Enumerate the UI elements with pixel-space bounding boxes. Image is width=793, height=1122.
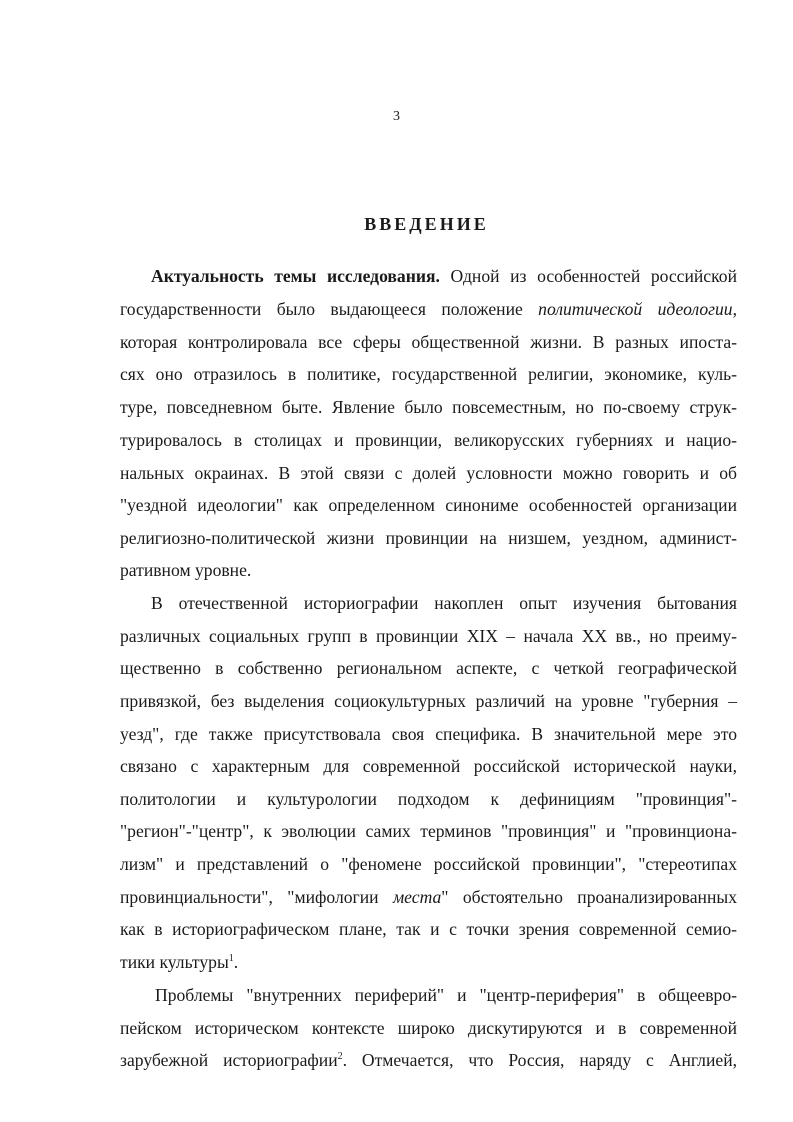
text-span: тики культуры (120, 952, 229, 972)
text-line: связано с характерным для современной российской исторической науки, (120, 756, 737, 776)
text-line: пейском историческом контексте широко дискутируются и в современной (120, 1018, 737, 1038)
text-line: которая контролировала все сферы общественной жизни. В разных ипоста- (120, 332, 737, 352)
text-line: уезд", где также присутствовала своя специфика. В значительной мере это (120, 724, 737, 744)
italic-term: политической идеологии (538, 299, 733, 319)
text-span: . (233, 952, 239, 972)
text-line: религиозно-политической жизни провинции на низшем, уездном, админист- (120, 528, 737, 548)
text-line: ративном уровне. (120, 560, 252, 580)
text-line: турировалось в столицах и провинции, великорусских губерниях и нацио- (120, 430, 737, 450)
text-line: нальных окраинах. В этой связи с долей условности можно говорить и об (120, 463, 737, 483)
text-line: сях оно отразилось в политике, государственной религии, экономике, куль- (120, 364, 737, 384)
text-line: туре, повседневном быте. Явление было повсеместным, но по-своему струк- (120, 397, 737, 417)
text-span: государственности было выдающееся положение (120, 299, 539, 319)
text-line: "уездной идеологии" как определенном синониме особенностей организации (120, 495, 737, 515)
text-line (120, 1048, 737, 1072)
text-span: , (732, 299, 737, 319)
bold-lead: Актуальность темы исследования. (151, 266, 440, 286)
text-span: провинциальности", "мифологии (120, 887, 393, 907)
text-line: различных социальных групп в провинции XIX – начала XX вв., но преиму- (120, 626, 737, 646)
text-line: политологии и культурологии подходом к дефинициям "провинция"- (120, 789, 737, 809)
footnote-ref: 1 (228, 953, 234, 965)
italic-term: места (392, 887, 442, 907)
text-span: " обстоятельно проанализированных (441, 887, 737, 907)
text-span: зарубежной историографии (120, 1050, 338, 1070)
footnote-ref: 2 (337, 1051, 343, 1063)
text-line (120, 885, 737, 909)
text-line: В отечественной историографии накоплен опыт изучения бытования (151, 593, 737, 613)
text-line: Проблемы "внутренних периферий" и "центр-периферия" в общеевро- (155, 985, 737, 1005)
text-span: Одной из особенностей российской (439, 266, 737, 286)
text-line: щественно в собственно региональном аспекте, с четкой географической (120, 658, 737, 678)
page-number: 3 (393, 109, 400, 124)
text-line: лизм" и представлений о "феномене российской провинции", "стереотипах (120, 854, 737, 874)
section-heading: ВВЕДЕНИЕ (364, 214, 489, 234)
text-line: привязкой, без выделения социокультурных различий на уровне "губерния – (120, 691, 737, 711)
text-line (151, 264, 737, 288)
text-line: как в историографическом плане, так и с точки зрения современной семио- (120, 919, 737, 939)
text-line (120, 950, 737, 974)
text-line: "регион"-"центр", к эволюции самих терминов "провинция" и "провинциона- (120, 821, 737, 841)
text-line (120, 297, 737, 321)
text-span: . Отмечается, что Россия, наряду с Англией, (342, 1050, 738, 1070)
